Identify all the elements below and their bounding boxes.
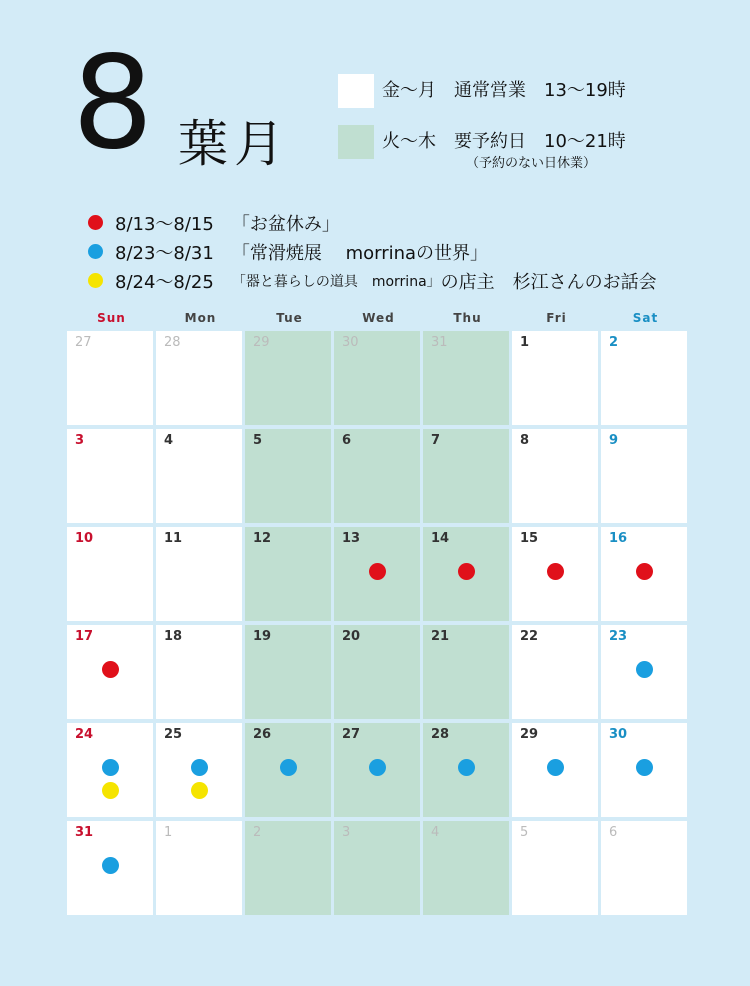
day-number: 29: [253, 335, 270, 350]
event-markers: [67, 661, 153, 678]
day-number: 30: [609, 727, 628, 742]
day-number: 24: [75, 727, 94, 742]
day-number: 5: [253, 433, 263, 448]
legend-regular-hours: [338, 74, 626, 108]
day-number: 25: [164, 727, 183, 742]
event-item-tokoname: [88, 237, 657, 266]
day-number: 30: [342, 335, 359, 350]
day-number: 4: [431, 825, 440, 840]
weekday-fri: Fri: [546, 311, 567, 325]
day-number: 28: [164, 335, 181, 350]
weekday-mon: Mon: [184, 311, 217, 325]
day-number: 10: [75, 531, 94, 546]
calendar-day-cell: [156, 723, 242, 817]
red-dot-icon: [547, 563, 564, 580]
day-number: 2: [253, 825, 262, 840]
blue-dot-icon: [458, 759, 475, 776]
day-number: 13: [342, 531, 361, 546]
calendar-day-cell: [156, 331, 242, 425]
calendar-day-cell: [423, 527, 509, 621]
day-number: 2: [609, 335, 619, 350]
event-markers: [512, 563, 598, 580]
calendar-day-cell: [423, 625, 509, 719]
calendar-day-cell: [156, 429, 242, 523]
calendar-day-cell: [601, 527, 687, 621]
blue-dot-icon: [102, 759, 119, 776]
calendar-day-cell: [512, 821, 598, 915]
legend-label: 金〜月 通常営業 13〜19時: [382, 80, 626, 101]
calendar-day-cell: [601, 625, 687, 719]
calendar-day-cell: [156, 527, 242, 621]
legend-swatch-white: [338, 74, 374, 108]
day-number: 26: [253, 727, 272, 742]
blue-dot-icon: [636, 759, 653, 776]
day-number: 23: [609, 629, 628, 644]
yellow-dot-icon: [102, 782, 119, 799]
day-number: 20: [342, 629, 361, 644]
event-markers: [245, 759, 331, 776]
day-number: 22: [520, 629, 539, 644]
day-number: 14: [431, 531, 450, 546]
day-number: 28: [431, 727, 450, 742]
calendar-day-cell: [245, 821, 331, 915]
weekday-header: [67, 311, 690, 325]
day-number: 27: [75, 335, 92, 350]
red-dot-icon: [102, 661, 119, 678]
calendar-day-cell: [512, 527, 598, 621]
calendar-day-cell: [245, 625, 331, 719]
month-number: 8: [72, 29, 154, 178]
calendar-day-cell: [334, 723, 420, 817]
event-markers: [601, 661, 687, 678]
legend-note: （予約のない日休業）: [466, 156, 597, 171]
calendar-day-cell: [601, 331, 687, 425]
day-number: 31: [431, 335, 448, 350]
event-markers: [601, 759, 687, 776]
day-number: 1: [164, 825, 173, 840]
day-number: 18: [164, 629, 183, 644]
weekday-tue: Tue: [276, 311, 303, 325]
blue-dot-icon: [88, 244, 103, 259]
day-number: 4: [164, 433, 174, 448]
event-title: 「お盆休み」: [231, 213, 340, 235]
event-markers: [423, 563, 509, 580]
event-list: [88, 208, 657, 295]
day-number: 16: [609, 531, 628, 546]
red-dot-icon: [458, 563, 475, 580]
yellow-dot-icon: [191, 782, 208, 799]
day-number: 27: [342, 727, 361, 742]
event-item-talk: [88, 266, 657, 295]
calendar-day-cell: [423, 429, 509, 523]
event-markers: [512, 759, 598, 776]
calendar-day-cell: [245, 429, 331, 523]
calendar-day-cell: [601, 821, 687, 915]
blue-dot-icon: [636, 661, 653, 678]
calendar-day-cell: [67, 723, 153, 817]
red-dot-icon: [88, 215, 103, 230]
calendar-day-cell: [334, 429, 420, 523]
event-title: の店主 杉江さんのお話会: [440, 271, 657, 293]
yellow-dot-icon: [88, 273, 103, 288]
event-markers: [67, 857, 153, 874]
calendar-day-cell: [67, 625, 153, 719]
calendar-day-cell: [512, 723, 598, 817]
red-dot-icon: [369, 563, 386, 580]
day-number: 31: [75, 825, 94, 840]
day-number: 15: [520, 531, 539, 546]
event-dates: 8/13〜8/15: [115, 213, 214, 235]
event-markers: [334, 759, 420, 776]
event-title-small: 「器と暮らしの道具 morrina」: [231, 273, 441, 290]
calendar-grid: [67, 331, 687, 915]
calendar-day-cell: [245, 723, 331, 817]
event-markers: [423, 759, 509, 776]
calendar-day-cell: [67, 429, 153, 523]
calendar-day-cell: [334, 527, 420, 621]
calendar-day-cell: [245, 331, 331, 425]
day-number: 29: [520, 727, 539, 742]
day-number: 8: [520, 433, 530, 448]
event-markers: [67, 759, 153, 799]
event-item-obon: [88, 208, 657, 237]
day-number: 3: [342, 825, 351, 840]
day-number: 12: [253, 531, 272, 546]
month-name: 葉月: [178, 115, 290, 173]
event-markers: [156, 759, 242, 799]
calendar-day-cell: [512, 625, 598, 719]
legend-label: 火〜木 要予約日 10〜21時: [382, 131, 626, 152]
calendar-day-cell: [67, 331, 153, 425]
blue-dot-icon: [547, 759, 564, 776]
red-dot-icon: [636, 563, 653, 580]
blue-dot-icon: [102, 857, 119, 874]
calendar-day-cell: [156, 821, 242, 915]
weekday-sat: Sat: [632, 311, 659, 325]
blue-dot-icon: [191, 759, 208, 776]
legend-swatch-green: [338, 125, 374, 159]
calendar-day-cell: [67, 821, 153, 915]
blue-dot-icon: [369, 759, 386, 776]
weekday-wed: Wed: [362, 311, 395, 325]
weekday-sun: Sun: [97, 311, 126, 325]
calendar-day-cell: [156, 625, 242, 719]
day-number: 17: [75, 629, 94, 644]
calendar-day-cell: [601, 723, 687, 817]
calendar-day-cell: [423, 821, 509, 915]
day-number: 21: [431, 629, 450, 644]
day-number: 5: [520, 825, 529, 840]
weekday-thu: Thu: [453, 311, 482, 325]
day-number: 7: [431, 433, 441, 448]
event-dates: 8/24〜8/25: [115, 271, 214, 293]
day-number: 1: [520, 335, 530, 350]
calendar-day-cell: [67, 527, 153, 621]
blue-dot-icon: [280, 759, 297, 776]
calendar-day-cell: [512, 429, 598, 523]
calendar-day-cell: [334, 821, 420, 915]
calendar-day-cell: [423, 723, 509, 817]
day-number: 6: [609, 825, 618, 840]
day-number: 19: [253, 629, 272, 644]
calendar-day-cell: [334, 331, 420, 425]
day-number: 9: [609, 433, 619, 448]
calendar-day-cell: [601, 429, 687, 523]
calendar-day-cell: [423, 331, 509, 425]
event-markers: [601, 563, 687, 580]
event-title: 「常滑焼展 morrinaの世界」: [231, 242, 489, 264]
calendar-day-cell: [512, 331, 598, 425]
day-number: 6: [342, 433, 352, 448]
day-number: 3: [75, 433, 85, 448]
calendar-day-cell: [245, 527, 331, 621]
event-dates: 8/23〜8/31: [115, 242, 214, 264]
calendar-day-cell: [334, 625, 420, 719]
event-markers: [334, 563, 420, 580]
day-number: 11: [164, 531, 183, 546]
